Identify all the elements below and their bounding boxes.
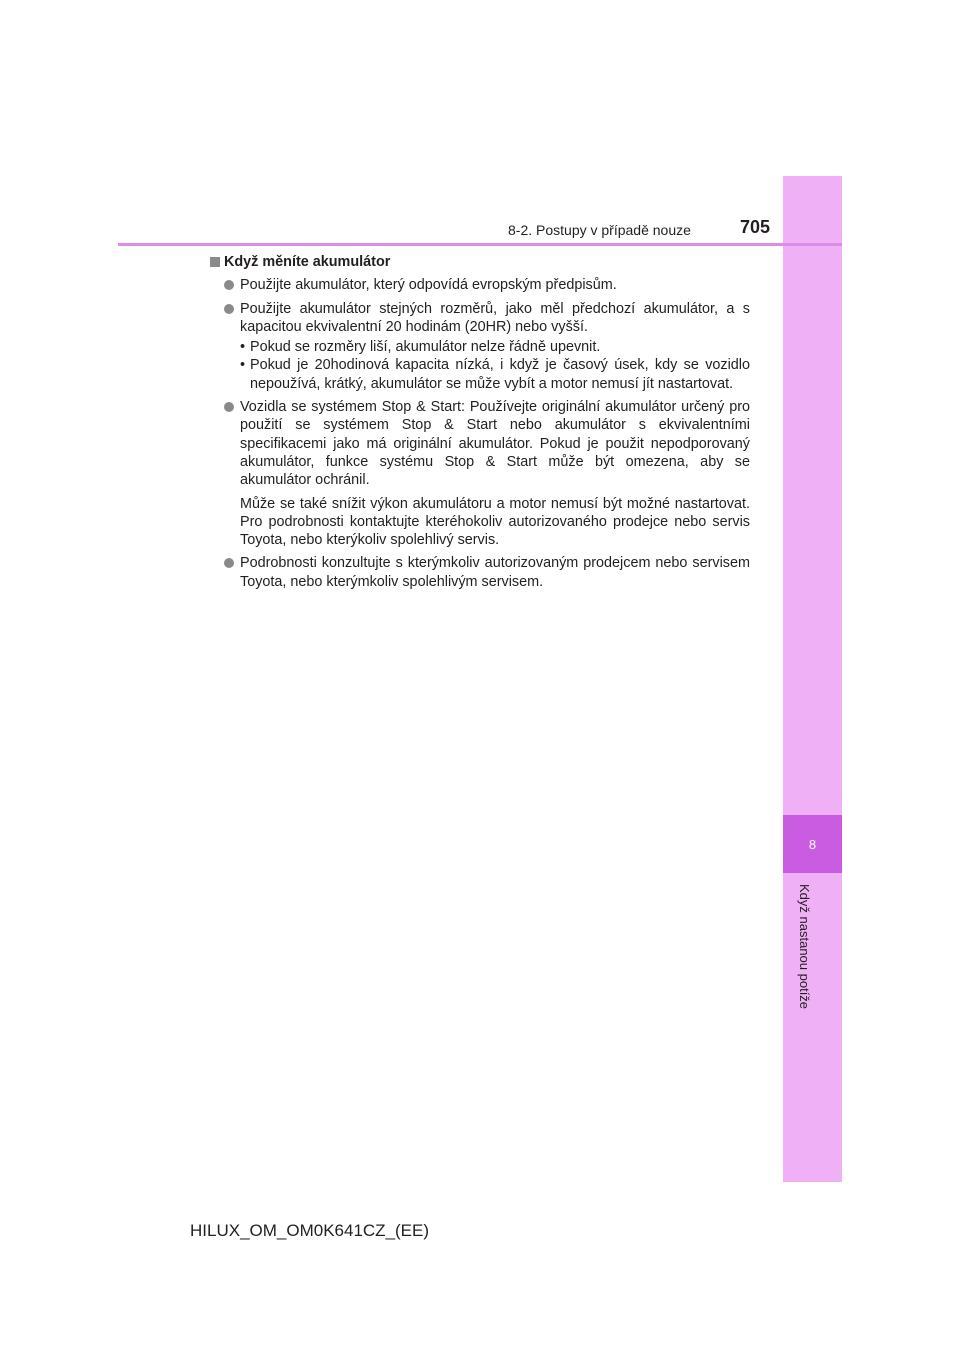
circle-bullet-icon xyxy=(224,558,234,568)
section-heading xyxy=(210,253,750,271)
list-item xyxy=(210,300,750,393)
header-section-title: 8-2. Postupy v případě nouze xyxy=(508,222,691,238)
page-number: 705 xyxy=(740,217,771,237)
header-rule xyxy=(118,243,842,246)
list-item xyxy=(210,398,750,489)
sub-list xyxy=(240,338,750,393)
list-item-text: Použijte akumulátor, který odpovídá evropským předpisům. xyxy=(240,277,617,294)
list-item-paragraph: Může se také snížit výkon akumulátoru a motor nemusí být možné nastartovat. Pro podrobnosti kontaktujte kteréhokoliv autorizovaného prodejce nebo servis Toyota, nebo kterýkoliv spolehlivý servis. xyxy=(240,495,750,549)
chapter-number: 8 xyxy=(808,836,817,852)
sub-list-item-text: Pokud je 20hodinová kapacita nízká, i když je časový úsek, kdy se vozidlo nepoužívá, krátký, akumulátor se může vybít a motor nemusí jít nastartovat. xyxy=(250,357,750,392)
footer-document-code: HILUX_OM_OM0K641CZ_(EE) xyxy=(190,1221,430,1240)
circle-bullet-icon xyxy=(224,280,234,290)
chapter-number-box xyxy=(783,815,842,873)
square-bullet-icon xyxy=(210,257,220,267)
sub-list-item: • Pokud se rozměry liší, akumulátor nelze řádně upevnit. xyxy=(240,339,601,356)
list-item xyxy=(210,276,750,294)
section-heading-text: Když měníte akumulátor xyxy=(224,254,391,270)
chapter-side-tab xyxy=(783,176,842,1182)
sub-list-item-text: Pokud se rozměry liší, akumulátor nelze řádně upevnit. xyxy=(250,339,601,356)
circle-bullet-icon xyxy=(224,304,234,314)
page-content xyxy=(210,253,750,596)
sub-list-item: • Pokud je 20hodinová kapacita nízká, i když je časový úsek, kdy se vozidlo nepoužívá, krátký, akumulátor se může vybít a motor nemusí jít nastartovat. xyxy=(240,357,750,392)
list-item-text: Podrobnosti konzultujte s kterýmkoliv autorizovaným prodejcem nebo servisem Toyota, nebo kterýmkoliv spolehlivým servisem. xyxy=(240,555,750,590)
list-item xyxy=(210,554,750,591)
list-item-text: Použijte akumulátor stejných rozměrů, jako měl předchozí akumulátor, a s kapacitou ekvivalentní 20 hodinám (20HR) nebo vyšší. xyxy=(240,300,750,335)
list-item-text: Vozidla se systémem Stop & Start: Používejte originální akumulátor určený pro použití se systémem Stop & Start nebo akumulátor s ekvivalentními specifikacemi jako má originální akumulátor. Pokud je použit nepodporovaný akumulátor, funkce systému Stop & Start může být omezena, aby se akumulátor ochránil. xyxy=(240,399,750,489)
circle-bullet-icon xyxy=(224,402,234,412)
chapter-title: Když nastanou potíže xyxy=(797,884,812,1010)
